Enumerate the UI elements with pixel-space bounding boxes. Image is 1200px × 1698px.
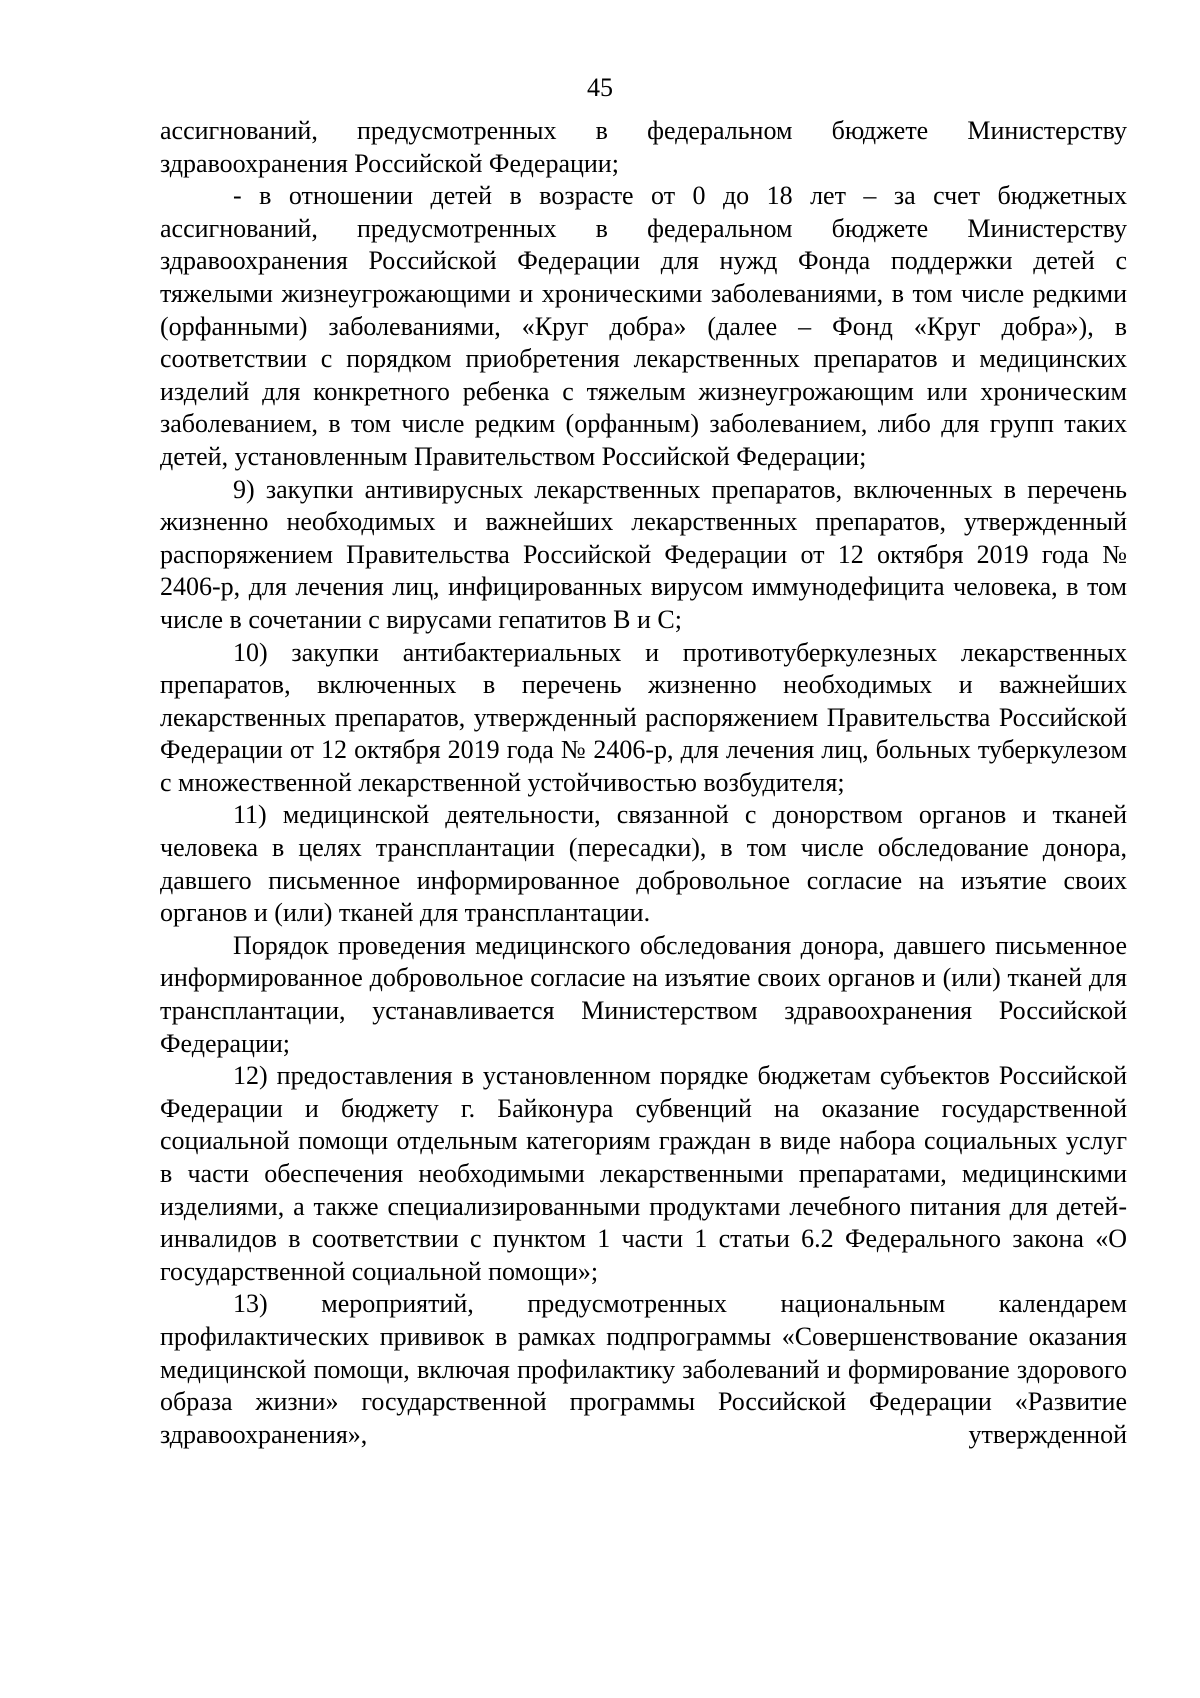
paragraph-item-13-vaccination: 13) мероприятий, предусмотренных национальным календарем профилактических прививок в рамках подпрограммы «Совершенствование оказания медицинской помощи, включая профилактику заболеваний и формирование здорового образа жизни» государственной программы Российской Федерации «Развитие здравоохранения», утвержденной — [160, 1289, 1127, 1449]
paragraph-item-10-antibacterial: 10) закупки антибактериальных и противотуберкулезных лекарственных препаратов, включенных в перечень жизненно необходимых и важнейших лекарственных препаратов, утвержденный распоряжением Правительства Российской Федерации от 12 октября 2019 года № 2406-р, для лечения лиц, больных туберкулезом с множественной лекарственной устойчивостью возбудителя; — [160, 637, 1127, 797]
paragraph-donor-examination-procedure: Порядок проведения медицинского обследования донора, давшего письменное информированное добровольное согласие на изъятие своих органов и (или) тканей для трансплантации, устанавливается Министерством здравоохранения Российской Федерации; — [160, 930, 1127, 1058]
paragraph-children-0-18: - в отношении детей в возрасте от 0 до 18 лет – за счет бюджетных ассигнований, предусмотренных в федеральном бюджете Министерству здравоохранения Российской Федерации для нужд Фонда поддержки детей с тяжелыми жизнеугрожающими и хроническими заболеваниями, в том числе редкими (орфанными) заболеваниями, «Круг добра» (далее – Фонд «Круг добра»), в соответствии с порядком приобретения лекарственных препаратов и медицинских изделий для конкретного ребенка с тяжелым жизнеугрожающим или хроническим заболеванием, в том числе редким (орфанным) заболеванием, либо для групп таких детей, установленным Правительством Российской Федерации; — [160, 181, 1127, 471]
paragraph-assignments-continuation: ассигнований, предусмотренных в федеральном бюджете Министерству здравоохранения Российской Федерации; — [160, 116, 1127, 178]
paragraph-item-9-antiviral: 9) закупки антивирусных лекарственных препаратов, включенных в перечень жизненно необходимых и важнейших лекарственных препаратов, утвержденный распоряжением Правительства Российской Федерации от 12 октября 2019 года № 2406-р, для лечения лиц, инфицированных вирусом иммунодефицита человека, в том числе в сочетании с вирусами гепатитов B и C; — [160, 474, 1127, 634]
paragraph-item-11-donorship: 11) медицинской деятельности, связанной с донорством органов и тканей человека в целях трансплантации (пересадки), в том числе обследование донора, давшего письменное информированное добровольное согласие на изъятие своих органов и (или) тканей для трансплантации. — [160, 800, 1127, 928]
document-body — [160, 115, 1127, 1451]
page-number: 45 — [587, 73, 613, 102]
paragraph-item-12-subventions: 12) предоставления в установленном порядке бюджетам субъектов Российской Федерации и бюджету г. Байконура субвенций на оказание государственной социальной помощи отдельным категориям граждан в виде набора социальных услуг в части обеспечения необходимыми лекарственными препаратами, медицинскими изделиями, а также специализированными продуктами лечебного питания для детей-инвалидов в соответствии с пунктом 1 части 1 статьи 6.2 Федерального закона «О государственной социальной помощи»; — [160, 1061, 1127, 1286]
